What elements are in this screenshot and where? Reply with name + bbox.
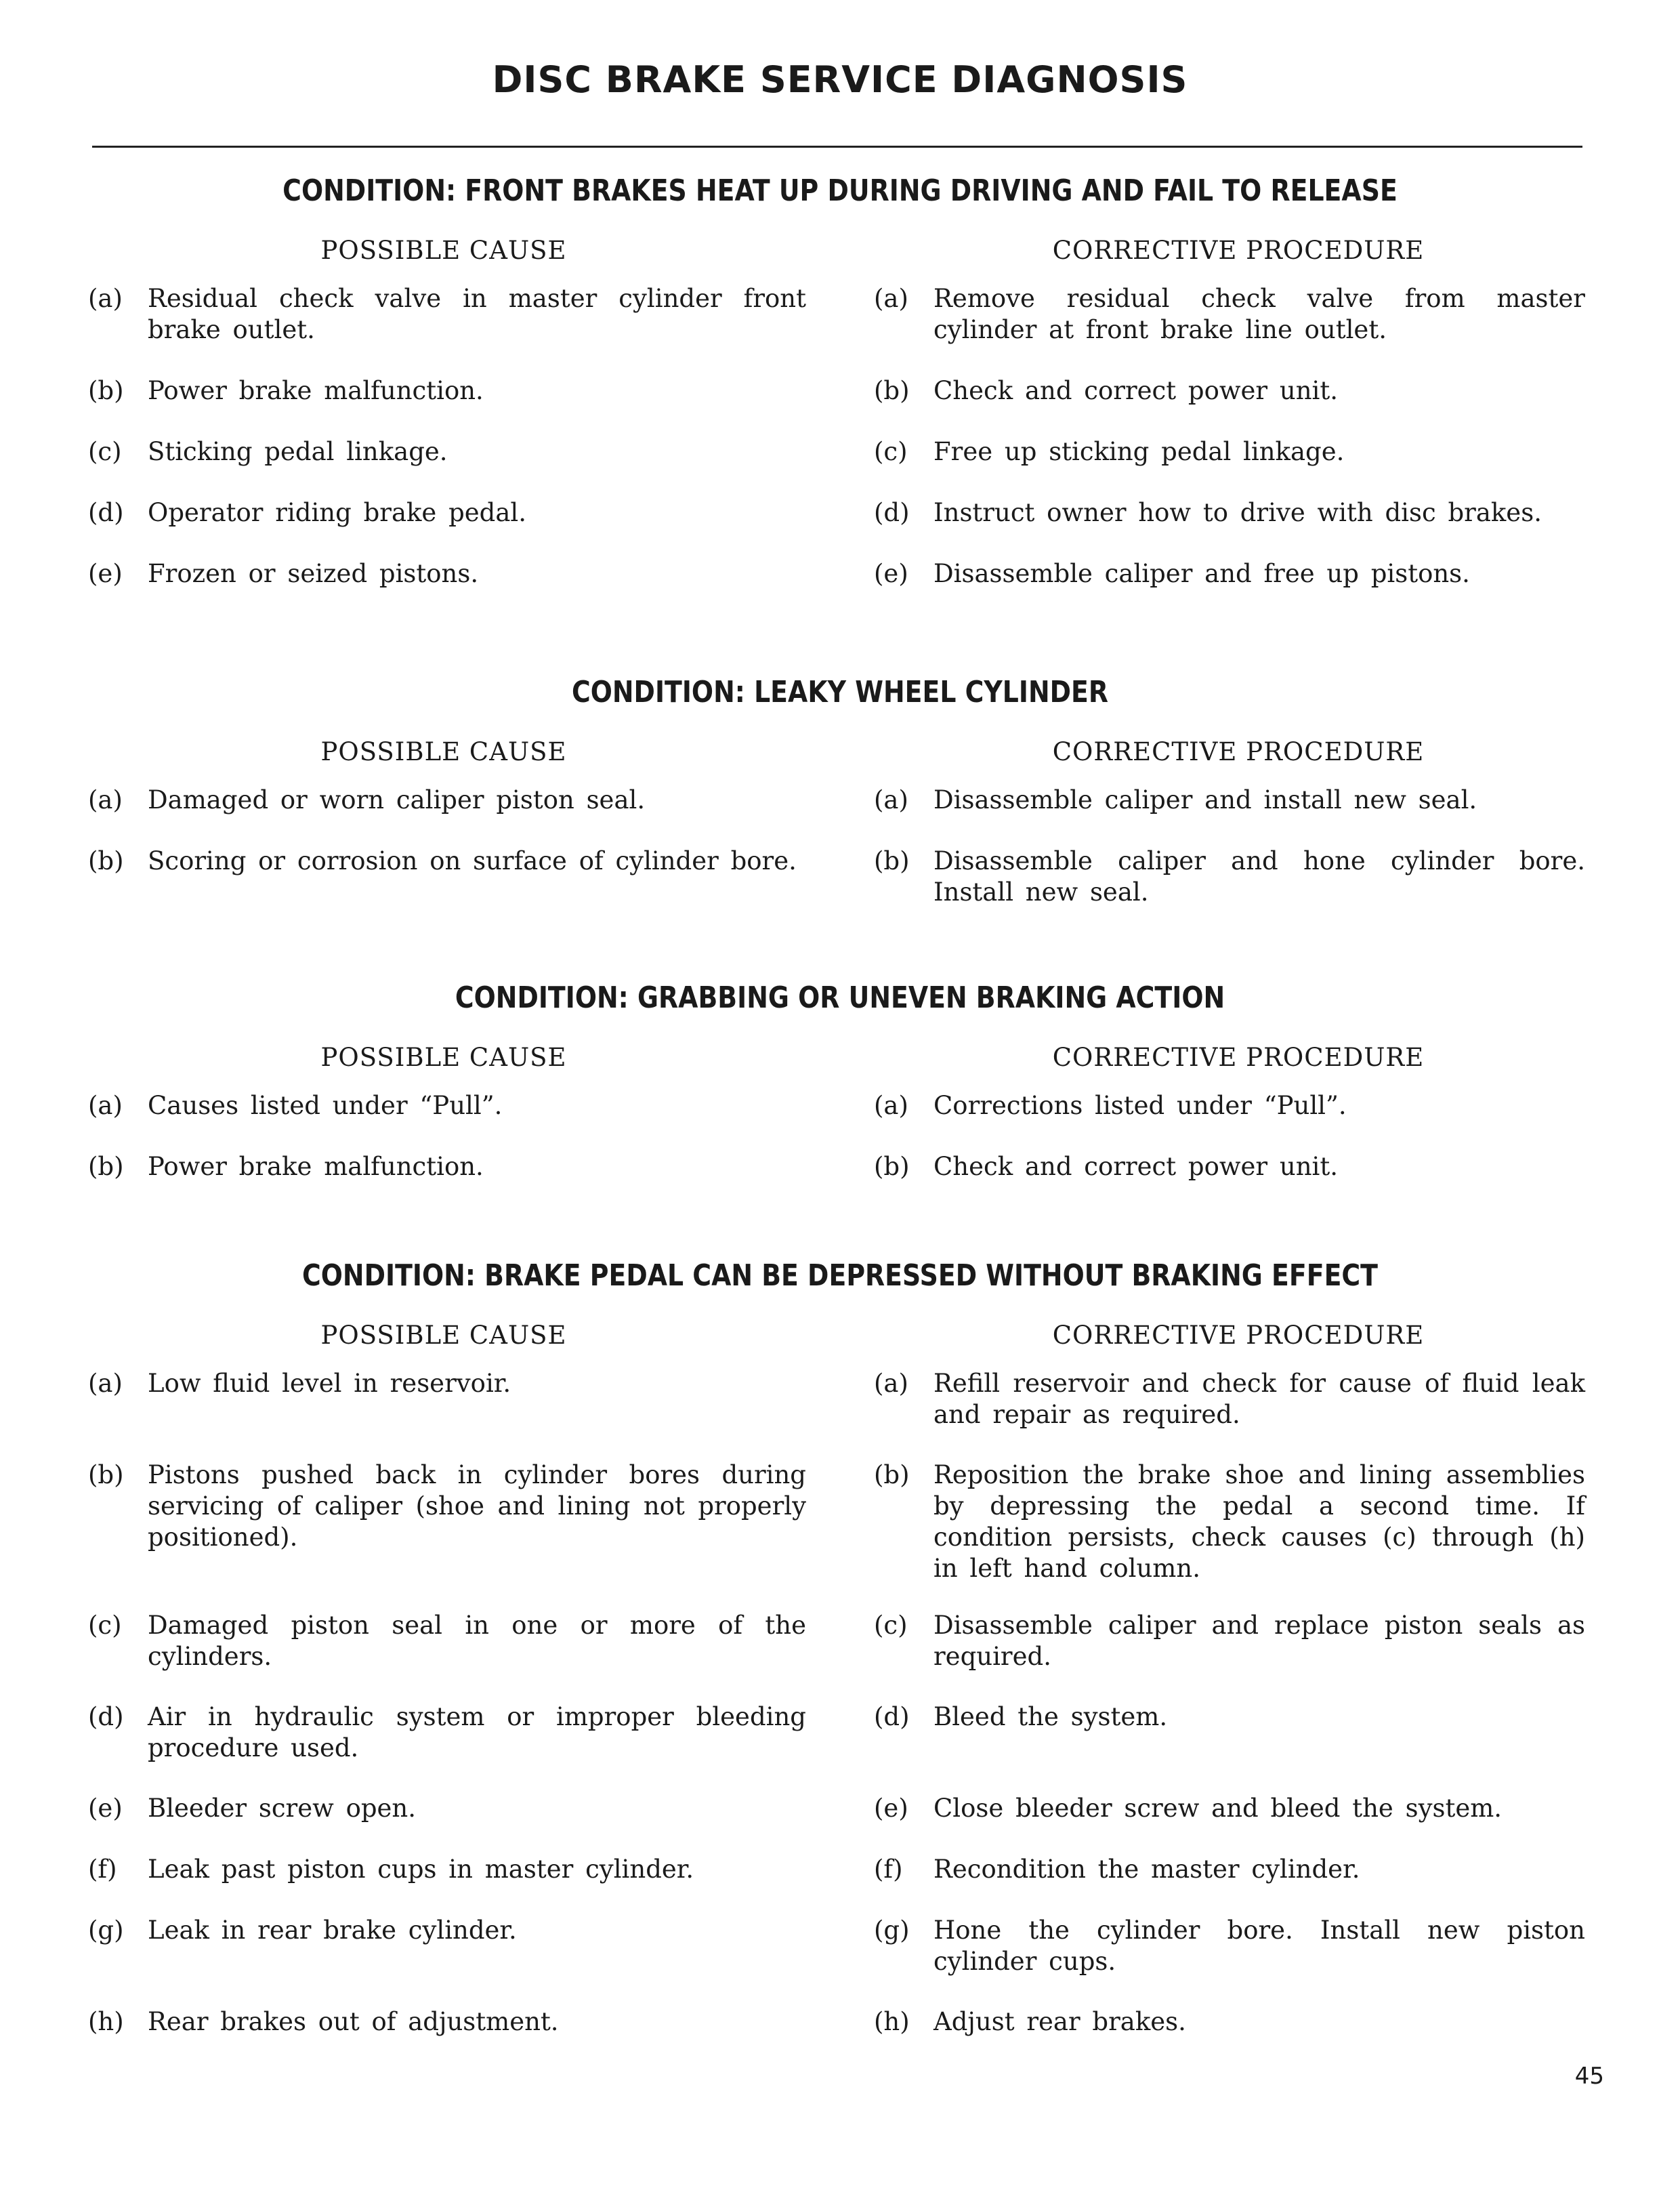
possible-cause-text: Sticking pedal linkage. — [148, 437, 448, 466]
condition-heading: CONDITION: FRONT BRAKES HEAT UP DURING DRIVING AND FAIL TO RELEASE — [282, 173, 1398, 208]
possible-cause-text: Rear brakes out of adjustment. — [148, 2007, 559, 2036]
possible-cause-text: Causes listed under “Pull”. — [148, 1091, 503, 1120]
item-letter: (c) — [874, 437, 908, 466]
item-letter: (g) — [88, 1916, 124, 1945]
page-title: DISC BRAKE SERVICE DIAGNOSIS — [492, 58, 1188, 101]
possible-cause-text: Leak past piston cups in master cylinder. — [148, 1855, 694, 1884]
corrective-procedure-text: Disassemble caliper and replace piston seals as required. — [933, 1611, 1585, 1671]
section-grabbing-uneven-braking — [0, 971, 1680, 1199]
table-row — [0, 558, 1680, 606]
possible-cause-text: Low fluid level in reservoir. — [148, 1369, 511, 1398]
item-letter: (d) — [88, 1702, 124, 1731]
condition-heading: CONDITION: BRAKE PEDAL CAN BE DEPRESSED WITHOUT BRAKING EFFECT — [301, 1258, 1379, 1293]
possible-cause-text: Pistons pushed back in cylinder bores during servicing of caliper (shoe and lining not properly positioned). — [148, 1460, 806, 1552]
corrective-procedure-header: CORRECTIVE PROCEDURE — [1052, 1321, 1425, 1350]
table-row — [0, 2006, 1680, 2054]
item-letter: (c) — [88, 1611, 122, 1640]
item-letter: (a) — [874, 1369, 908, 1398]
item-letter: (a) — [874, 1091, 908, 1120]
diagnosis-table — [0, 1090, 1680, 1199]
table-row — [0, 846, 1680, 920]
corrective-procedure-text: Disassemble caliper and hone cylinder bore. Install new seal. — [933, 846, 1585, 907]
possible-cause-text: Damaged piston seal in one or more of the cylinders. — [148, 1611, 806, 1671]
page-number: 45 — [1574, 2063, 1604, 2090]
possible-cause-text: Power brake malfunction. — [148, 376, 484, 405]
diagnosis-table — [0, 283, 1680, 606]
diagnosis-table — [0, 785, 1680, 920]
possible-cause-text: Frozen or seized pistons. — [148, 559, 479, 588]
item-letter: (a) — [88, 1091, 123, 1120]
corrective-procedure-header: CORRECTIVE PROCEDURE — [1052, 1043, 1425, 1072]
corrective-procedure-text: Check and correct power unit. — [933, 1152, 1338, 1181]
diagnosis-table — [0, 1368, 1680, 2054]
corrective-procedure-header: CORRECTIVE PROCEDURE — [1052, 737, 1425, 766]
corrective-procedure-text: Remove residual check valve from master cylinder at front brake line outlet. — [933, 284, 1585, 344]
item-letter: (b) — [874, 846, 910, 875]
item-letter: (a) — [88, 785, 123, 814]
item-letter: (c) — [88, 437, 122, 466]
possible-cause-header: POSSIBLE CAUSE — [320, 1321, 567, 1350]
possible-cause-text: Residual check valve in master cylinder front brake outlet. — [148, 284, 806, 344]
table-row — [0, 1368, 1680, 1460]
item-letter: (e) — [88, 559, 123, 588]
item-letter: (g) — [874, 1916, 910, 1945]
table-row — [0, 375, 1680, 436]
item-letter: (d) — [88, 498, 124, 527]
possible-cause-header: POSSIBLE CAUSE — [320, 1043, 567, 1072]
section-leaky-wheel-cylinder — [0, 665, 1680, 920]
possible-cause-text: Power brake malfunction. — [148, 1152, 484, 1181]
possible-cause-text: Leak in rear brake cylinder. — [148, 1916, 517, 1945]
possible-cause-text: Damaged or worn caliper piston seal. — [148, 785, 646, 814]
item-letter: (c) — [874, 1611, 908, 1640]
item-letter: (a) — [88, 1369, 123, 1398]
item-letter: (a) — [874, 284, 908, 313]
item-letter: (b) — [88, 1152, 124, 1181]
corrective-procedure-text: Refill reservoir and check for cause of fluid leak and repair as required. — [933, 1369, 1585, 1429]
condition-heading: CONDITION: LEAKY WHEEL CYLINDER — [571, 675, 1109, 709]
corrective-procedure-text: Check and correct power unit. — [933, 376, 1338, 405]
table-row — [0, 1701, 1680, 1793]
item-letter: (e) — [874, 1794, 908, 1823]
item-letter: (f) — [874, 1855, 903, 1884]
table-row — [0, 1793, 1680, 1854]
item-letter: (a) — [88, 284, 123, 313]
possible-cause-text: Bleeder screw open. — [148, 1794, 417, 1823]
corrective-procedure-text: Hone the cylinder bore. Install new piston cylinder cups. — [933, 1916, 1585, 1976]
item-letter: (b) — [88, 376, 124, 405]
item-letter: (b) — [874, 1152, 910, 1181]
table-row — [0, 1610, 1680, 1701]
corrective-procedure-text: Bleed the system. — [933, 1702, 1168, 1731]
section-front-brakes-heat-up — [0, 164, 1680, 606]
table-row — [0, 1460, 1680, 1610]
table-row — [0, 497, 1680, 558]
item-letter: (d) — [874, 498, 910, 527]
item-letter: (b) — [88, 846, 124, 875]
table-row — [0, 785, 1680, 846]
possible-cause-header: POSSIBLE CAUSE — [320, 236, 567, 265]
corrective-procedure-header: CORRECTIVE PROCEDURE — [1052, 236, 1425, 265]
item-letter: (b) — [874, 376, 910, 405]
item-letter: (a) — [874, 785, 908, 814]
condition-heading: CONDITION: GRABBING OR UNEVEN BRAKING ACTION — [455, 981, 1225, 1015]
item-letter: (e) — [874, 559, 908, 588]
corrective-procedure-text: Adjust rear brakes. — [933, 2007, 1186, 2036]
item-letter: (d) — [874, 1702, 910, 1731]
possible-cause-header: POSSIBLE CAUSE — [320, 737, 567, 766]
item-letter: (b) — [88, 1460, 124, 1489]
table-row — [0, 1854, 1680, 1915]
item-letter: (b) — [874, 1460, 910, 1489]
table-row — [0, 283, 1680, 375]
table-row — [0, 1151, 1680, 1199]
section-pedal-depressed-no-braking — [0, 1249, 1680, 2054]
item-letter: (h) — [874, 2007, 910, 2036]
item-letter: (f) — [88, 1855, 117, 1884]
item-letter: (e) — [88, 1794, 123, 1823]
possible-cause-text: Scoring or corrosion on surface of cylinder bore. — [148, 846, 797, 875]
possible-cause-text: Air in hydraulic system or improper bleeding procedure used. — [148, 1702, 806, 1762]
possible-cause-text: Operator riding brake pedal. — [148, 498, 526, 527]
table-row — [0, 436, 1680, 497]
title-divider — [92, 146, 1582, 148]
corrective-procedure-text: Instruct owner how to drive with disc brakes. — [933, 498, 1542, 527]
item-letter: (h) — [88, 2007, 124, 2036]
corrective-procedure-text: Disassemble caliper and free up pistons. — [933, 559, 1470, 588]
corrective-procedure-text: Close bleeder screw and bleed the system. — [933, 1794, 1503, 1823]
table-row — [0, 1090, 1680, 1151]
corrective-procedure-text: Corrections listed under “Pull”. — [933, 1091, 1347, 1120]
corrective-procedure-text: Disassemble caliper and install new seal. — [933, 785, 1477, 814]
corrective-procedure-text: Reposition the brake shoe and lining assemblies by depressing the pedal a second time. If condition persists, check causes (c) through (h) in left hand column. — [933, 1460, 1585, 1583]
corrective-procedure-text: Recondition the master cylinder. — [933, 1855, 1360, 1884]
corrective-procedure-text: Free up sticking pedal linkage. — [933, 437, 1345, 466]
table-row — [0, 1915, 1680, 2006]
